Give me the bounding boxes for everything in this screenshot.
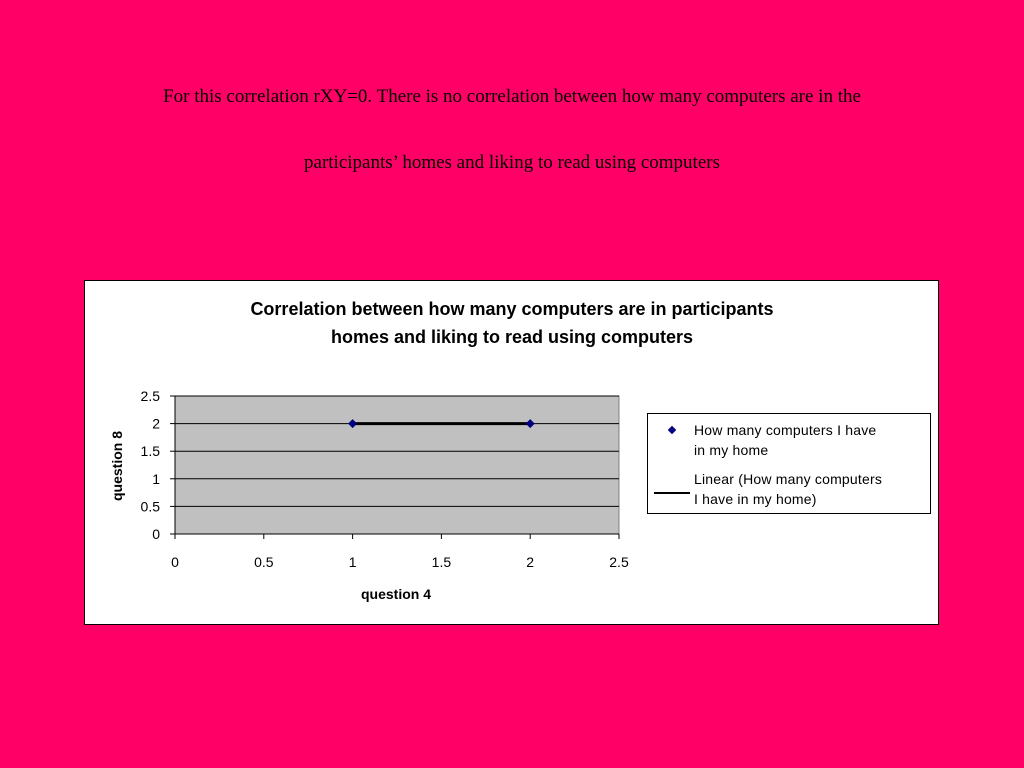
legend-label-trendline-line-1: Linear (How many computers: [694, 471, 883, 487]
y-tick-label-3: 1.5: [140, 443, 160, 460]
y-tick-label-0: 0: [152, 526, 160, 542]
legend-label-trendline-line-2: I have in my home): [694, 491, 817, 507]
caption-line-2: participants’ homes and liking to read using computers: [304, 152, 720, 173]
y-tick-label-1: 0.5: [140, 498, 160, 515]
x-axis-title: question 4: [360, 586, 432, 602]
x-tick-label-2: 1: [348, 554, 357, 570]
slide-caption: [60, 84, 964, 216]
y-tick-label-4: 2: [152, 415, 160, 432]
y-axis-ticks: [141, 388, 175, 542]
legend-entry-trendline: [648, 469, 930, 513]
x-tick-label-4: 2: [526, 554, 535, 570]
x-axis-ticks: [171, 534, 629, 570]
plot-area: [175, 396, 619, 534]
diamond-icon: [668, 426, 676, 434]
y-axis-title: question 8: [109, 430, 125, 502]
x-tick-label-1: 0.5: [254, 554, 274, 570]
y-tick-label-5: 2.5: [140, 388, 160, 404]
y-tick-label-2: 1: [152, 470, 160, 487]
caption-line-1: For this correlation rXY=0. There is no correlation between how many computers are in the: [163, 86, 861, 107]
chart-title-line-2: homes and liking to read using computers: [330, 327, 694, 347]
chart-legend: [647, 413, 931, 514]
x-tick-label-0: 0: [171, 554, 179, 570]
x-tick-label-3: 1.5: [431, 554, 452, 570]
legend-label-series-line-1: How many computers I have: [694, 422, 877, 438]
legend-entry-series: [648, 420, 930, 464]
chart-area: [84, 280, 939, 625]
legend-label-series-line-2: in my home: [694, 442, 769, 458]
line-icon: [654, 492, 690, 494]
chart-title-line-1: Correlation between how many computers are in participants: [250, 299, 774, 319]
x-tick-label-5: 2.5: [609, 554, 629, 570]
